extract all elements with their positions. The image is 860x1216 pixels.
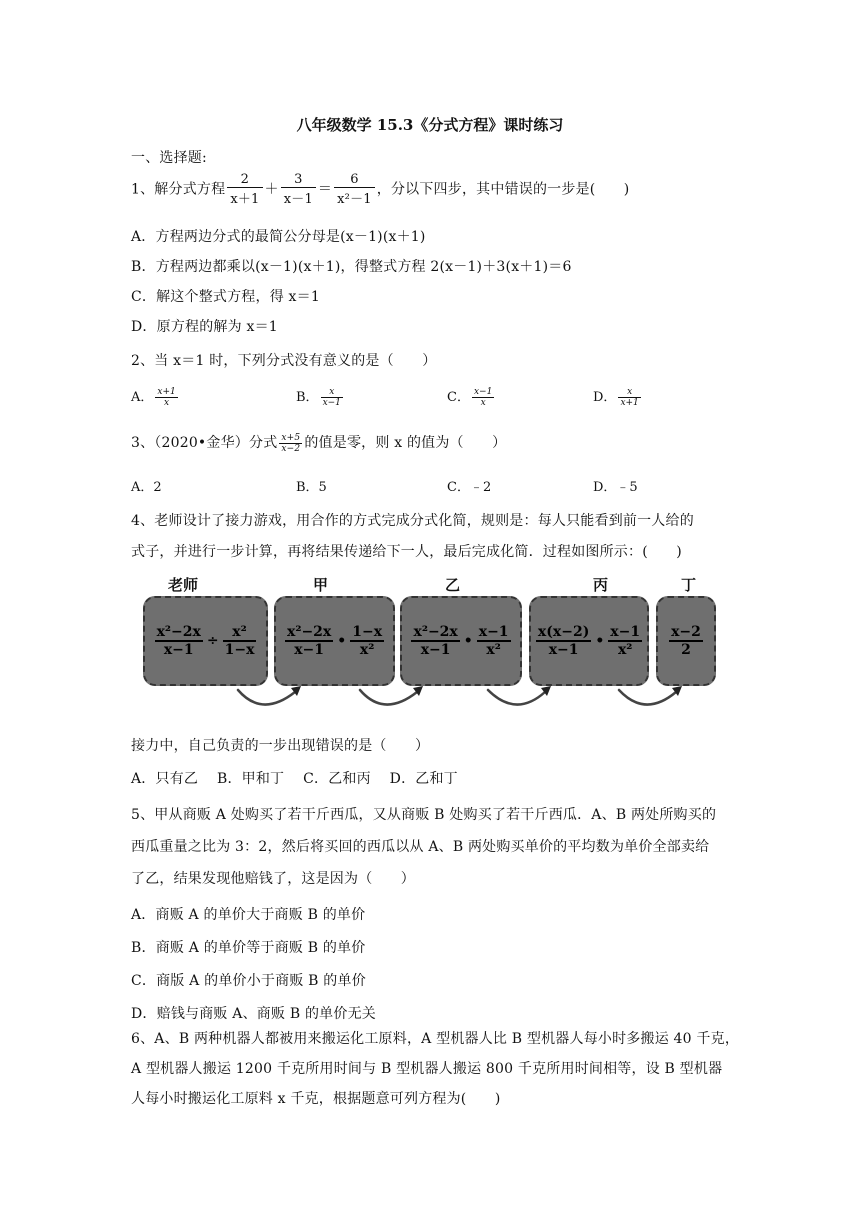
q2-option-b: B． $\frac{x}{x-1}$ (296, 387, 341, 408)
q6-line-1: 6、A、B 两种机器人都被用来搬运化工原料，A 型机器人比 B 型机器人每小时多搬运 40 千克， (131, 1031, 740, 1047)
q1-option-d: D．原方程的解为 x＝1 (131, 319, 278, 335)
label-ding: 丁 (681, 576, 697, 594)
q1-equals: ＝ (317, 181, 333, 198)
q4-line-2: 式子，并进行一步计算，再将结果传递给下一人，最后完成化简．过程如图所示：( ) (131, 544, 682, 560)
q5-line-1: 5、甲从商贩 A 处购买了若干斤西瓜，又从商贩 B 处购买了若干斤西瓜．A、B 两处所购买的 (131, 807, 717, 823)
q1-option-a: A．方程两边分式的最简公分母是(x－1)(x＋1) (131, 229, 426, 245)
q1-plus: ＋ (264, 181, 279, 198)
q2-option-a: A． $\frac{x+1}{x}$ (131, 387, 176, 408)
section-heading: 一、选择题: (131, 150, 207, 166)
label-yi: 乙 (445, 576, 461, 594)
question-3-stem: 3、（2020•金华）分式 $\frac{x+5}{x-2}$ 的值是零，则 x 的值为（ ） (131, 432, 507, 454)
question-1-stem (131, 172, 629, 207)
q1-fraction-3: $\frac{6}{\text{x²－1}}$ (334, 172, 375, 207)
relay-box-jia: x²−2x x−1 • 1−x x² (274, 596, 395, 686)
q1-option-b: B．方程两边都乘以(x－1)(x＋1)，得整式方程 2(x－1)＋3(x＋1)＝6 (131, 259, 572, 275)
arrow-1 (238, 690, 295, 705)
label-jia: 甲 (313, 576, 329, 594)
q5-line-2: 西瓜重量之比为 3：2，然后将买回的西瓜以从 A、B 两处购买单价的平均数为单价全部卖给 (131, 839, 710, 855)
relay-box-teacher: $\frac{\text{x²−2x}}{x-1}$ ÷ $\frac{\text{x²}}{1-x}$ (143, 596, 268, 686)
q1-prefix: 1、解分式方程 (131, 181, 226, 198)
q4-question: 接力中，自己负责的一步出现错误的是（ ） (131, 738, 430, 754)
page-title: 八年级数学 15.3《分式方程》课时练习 (296, 116, 564, 134)
q3-option-b: B．5 (296, 480, 327, 495)
q5-line-3: 了乙，结果发现他赔钱了，这是因为（ ） (131, 871, 415, 887)
q1-fraction-2: $\frac{3}{x-1}$ (281, 172, 316, 207)
q3-option-c: C．﹣2 (447, 480, 492, 495)
q2-option-d: D． $\frac{x}{x+1}$ (593, 387, 639, 408)
label-teacher: 老师 (168, 576, 199, 594)
q3-option-d: D．﹣5 (593, 480, 638, 495)
label-bing: 丙 (593, 576, 609, 594)
q5-option-b: B．商贩 A 的单价等于商贩 B 的单价 (131, 940, 366, 956)
relay-box-bing: x(x−2) x−1 • x−1 x² (529, 596, 649, 686)
q5-option-a: A．商贩 A 的单价大于商贩 B 的单价 (131, 907, 366, 923)
question-2-stem: 2、当 x＝1 时，下列分式没有意义的是（ ） (131, 353, 437, 369)
q1-option-c: C．解这个整式方程，得 x＝1 (131, 289, 320, 305)
q5-option-d: D．赔钱与商贩 A、商贩 B 的单价无关 (131, 1006, 376, 1022)
q4-options: A．只有乙 B．甲和丁 C．乙和丙 D．乙和丁 (131, 771, 458, 787)
arrow-2 (360, 690, 417, 705)
q1-suffix: ，分以下四步，其中错误的一步是( ) (376, 181, 630, 198)
relay-arrows (0, 680, 860, 720)
relay-box-yi: x²−2x x−1 • x−1 x² (400, 596, 522, 686)
q4-line-1: 4、老师设计了接力游戏，用合作的方式完成分式化简，规则是：每人只能看到前一人给的 (131, 513, 694, 529)
q2-option-c: C． $\frac{x-1}{x}$ (447, 387, 493, 408)
q3-option-a: A．2 (131, 480, 162, 495)
q6-line-2: A 型机器人搬运 1200 千克所用时间与 B 型机器人搬运 800 千克所用时间相等，设 B 型机器 (131, 1061, 723, 1077)
relay-box-ding: x−2 2 (656, 596, 716, 686)
arrow-3 (488, 690, 545, 705)
arrow-4 (619, 690, 676, 705)
q6-line-3: 人每小时搬运化工原料 x 千克，根据题意可列方程为( ) (131, 1091, 501, 1107)
q1-fraction-1: $\frac{2}{x+1}$ (227, 172, 262, 207)
q5-option-c: C．商版 A 的单价小于商贩 B 的单价 (131, 973, 366, 989)
